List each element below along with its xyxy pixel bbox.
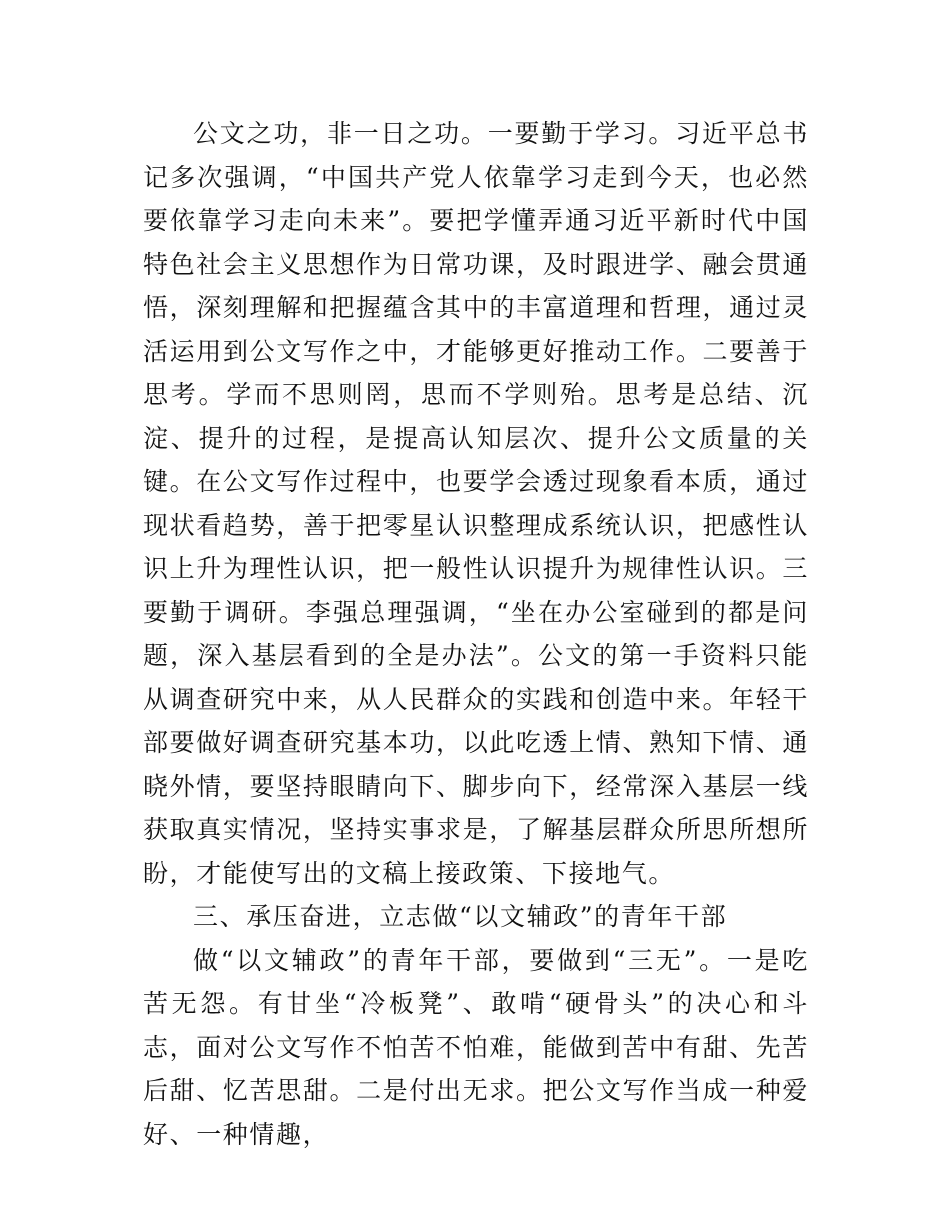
document-page xyxy=(143,112,809,1156)
body-paragraph-1: 公文之功，非一日之功。一要勤于学习。习近平总书记多次强调，“中国共产党人依靠学习走到今天，也必然要依靠学习走向未来”。要把学懂弄通习近平新时代中国特色社会主义思想作为日常功课，及时跟进学、融会贯通悟，深刻理解和把握蕴含其中的丰富道理和哲理，通过灵活运用到公文写作之中，才能够更好推动工作。二要善于思考。学而不思则罔，思而不学则殆。思考是总结、沉淀、提升的过程，是提高认知层次、提升公文质量的关键。在公文写作过程中，也要学会透过现象看本质，通过现状看趋势，善于把零星认识整理成系统认识，把感性认识上升为理性认识，把一般性认识提升为规律性认识。三要勤于调研。李强总理强调，“坐在办公室碰到的都是问题，深入基层看到的全是办法”。公文的第一手资料只能从调查研究中来，从人民群众的实践和创造中来。年轻干部要做好调查研究基本功，以此吃透上情、熟知下情、通晓外情，要坚持眼睛向下、脚步向下，经常深入基层一线获取真实情况，坚持实事求是，了解基层群众所思所想所盼，才能使写出的文稿上接政策、下接地气。 xyxy=(143,119,809,888)
section-heading: 三、承压奋进，立志做“以文辅政”的青年干部 xyxy=(193,902,728,931)
body-paragraph-2: 做“以文辅政”的青年干部，要做到“三无”。一是吃苦无怨。有甘坐“冷板凳”、敢啃“硬骨头”的决心和斗志，面对公文写作不怕苦不怕难，能做到苦中有甜、先苦后甜、忆苦思甜。二是付出无求。把公文写作当成一种爱好、一种情趣， xyxy=(143,945,809,1149)
